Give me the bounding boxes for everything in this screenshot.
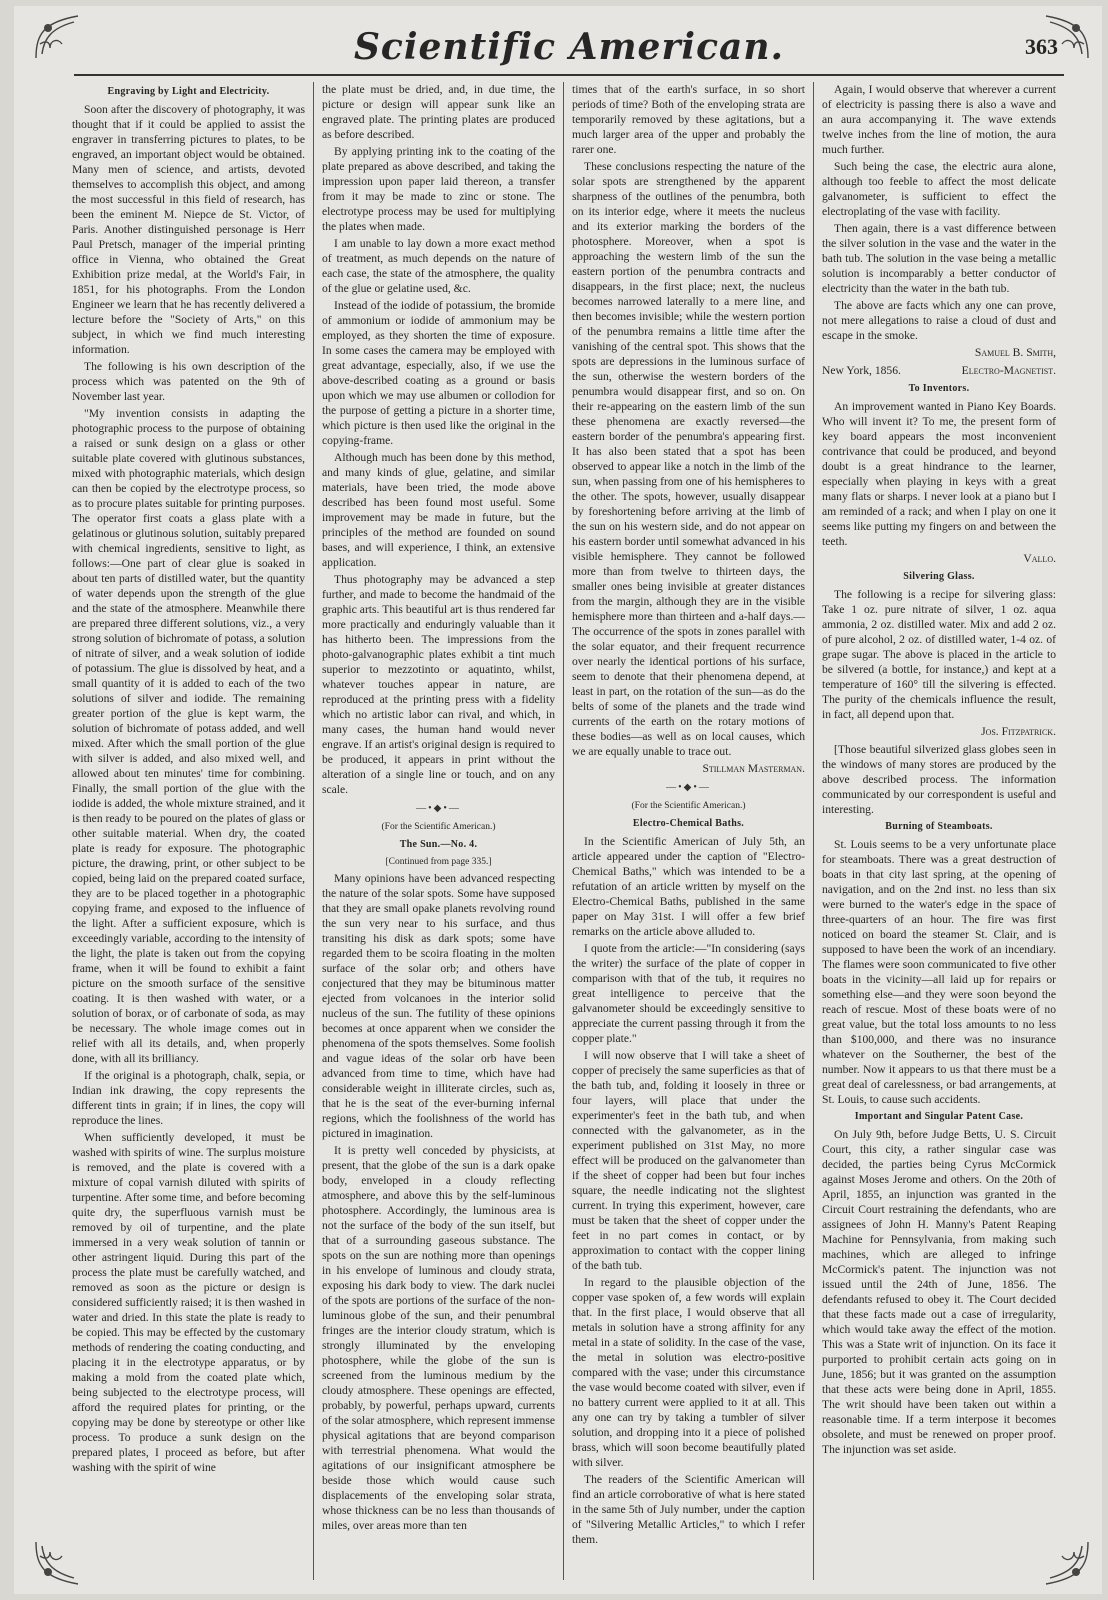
signature-place: New York, 1856. xyxy=(822,364,901,377)
author-signature: Stillman Masterman. xyxy=(702,762,805,775)
section-divider-ornament: —•◆•— xyxy=(416,803,461,814)
paragraph: Thus photography may be advanced a step further, and made to become the handmaid of the graphic arts. This beautiful art is thus rendered far more practically and enduringly valuable than it has hitherto been. The impressions from the photo-galvanographic plates exhibit a tint much superior to mezzotinto or aquatinto, whilst, whatever touches appear in nature, are reproduced at the printing press with a fidelity which no artistic labor can rival, and which, in many cases, the human hand would never engrave. If an artist's original design is required to be produced, it appears in print without the alteration of a single line or touch, and on any scale. xyxy=(322,573,555,796)
signature-title: Electro-Magnetist. xyxy=(961,364,1056,377)
author-signature: Samuel B. Smith, xyxy=(974,346,1056,359)
paragraph: If the original is a photograph, chalk, sepia, or Indian ink drawing, the copy represents the different tints in grain; if in lines, the copy will reproduce the lines. xyxy=(72,1069,305,1127)
paragraph: I quote from the article:—"In considering (says the writer) the surface of the plate of copper in comparison with that of the tub, it requires no great intelligence to perceive that the galvanometer should be exceedingly sensitive to appreciate the current passing through it from the copper plate." xyxy=(572,942,805,1045)
paragraph: Such being the case, the electric aura alone, although too feeble to affect the most delicate galvanometer, is sufficient to effect the electroplating of the vase with facility. xyxy=(822,160,1056,218)
masthead xyxy=(74,20,1064,76)
article-heading: To Inventors. xyxy=(908,383,970,394)
paragraph: Many opinions have been advanced respecting the nature of the solar spots. Some have supposed that they are small opake planets revolving round the sun very near to his surface, and thus transiting his disk as dark spots; some have regarded them to be scoira floating in the molten surface of the solar orb; and others have conjectured that they may be bituminous matter ejected from volcanoes in the interior solid nucleus of the sun. The futility of these opinions becomes at once apparent when we consider the phenomena of the spots themselves. Some foolish and vague ideas of the solar orb have been advanced from time to time, which have had considerable weight in illiterate circles, such as, that he is the seat of the ever-burning infernal regions, which the foolishness of the world has pictured in imagination. xyxy=(322,872,555,1140)
article-heading: Engraving by Light and Electricity. xyxy=(107,86,270,97)
paragraph: In regard to the plausible objection of the copper vase spoken of, a few words will explain that. In the first place, I would observe that all metals in solution have a strong affinity for any metal in a state of solidity. In the case of the vase, the metal in solution was electro-positive compared with the vase; under this circumstance the vase would become coated with silver, even if no battery current were applied to it at all. This any one can try by taking a tumbler of silver solution, and dropping into it a piece of polished brass, which will soon become beautifully plated with silver. xyxy=(572,1276,805,1469)
column-2 xyxy=(314,82,564,1580)
paragraph: The following is his own description of the process which was patented on the 9th of November last year. xyxy=(72,360,305,403)
paragraph: The following is a recipe for silvering glass: Take 1 oz. pure nitrate of silver, 1 oz. aqua ammonia, 2 oz. distilled water. Mix and add 2 oz. of pure alcohol, 2 oz. of distilled water, 1-4 oz. of grape sugar. The above is placed in the article to be silvered (a bottle, for instance,) and kept at a temperature of 160° till the silvering is effected. The purity of the chemicals influence the result, in fact, all depend upon that. xyxy=(822,588,1056,721)
byline-source: (For the Scientific American.) xyxy=(381,822,496,832)
column-1 xyxy=(64,82,314,1580)
article-heading: Burning of Steamboats. xyxy=(885,821,993,832)
paragraph: The readers of the Scientific American will find an article corroborative of what is here stated in the same 5th of July number, under the caption of "Silvering Metallic Articles," to which I refer them. xyxy=(572,1473,805,1546)
paragraph: Soon after the discovery of photography, it was thought that if it could be applied to assist the engraver in transferring pictures to plates, to be engraved, an important object would be obtained. Many men of science, and artists, devoted themselves to accomplish this object, and among the most successful in this field of research, has been the eminent M. Niepce de St. Victor, of Paris. Another distinguished personage is Herr Paul Pretsch, manager of the imperial printing office in Vienna, who obtained the Great Exhibition prize medal, at the World's Fair, in 1851, for his photographs. From the London Engineer we learn that he has recently delivered a lecture before the "Society of Arts," on this subject, in which we find much interesting information. xyxy=(72,103,305,356)
author-signature: Jos. Fitzpatrick. xyxy=(981,725,1056,738)
paragraph: "My invention consists in adapting the photographic process to the purpose of obtaining a raised or sunk design on a glass or other suitable plate covered with glutinous substances, mixed with photographic materials, which design can then be copied by the electrotype process, so as to procure plates suitable for printing purposes. The operator first coats a glass plate with a gelatinous or glutinous solution, suitably prepared with chemical ingredients, sensitive to light, as follows:—One part of clear glue is soaked in about ten parts of distilled water, but the quantity of water depends upon the strength of the glue and the state of the atmosphere. Meanwhile there are prepared three different solutions, viz., a very strong solution of bichromate of potass, a solution of nitrate of silver, and a weak solution of iodide of potassium. The glue is dissolved by heat, and a small quantity of it is added to each of the two solutions of silver and iodide. The remaining greater portion of the glue is kept warm, the solution of bichromate of potass added, and well mixed. After which the small portion of the glue with silver is added, and also mixed well, and allowed about ten minutes' time for combining. Finally, the small portion of the glue with the iodide is added, the whole mixture strained, and it is then ready to be poured on the plates of glass or other suitable material. When dry, the coated plate is ready for exposure. The photographic picture, the drawing, print, or other subject to be copied, being laid on the prepared coated surface, they are to be placed together in a photographic copying frame, and exposed to the influence of the light. After a sufficient exposure, which is exceedingly variable, according to the intensity of the light, the plate is taken out from the copying frame, when it will be found to exhibit a faint picture on the smooth surface of the sensitive coating. It is then washed with water, or a solution of borax, or of carbonate of soda, as may be necessary. The whole image comes out in relief with all its details, and, when properly done, with all its brilliancy. xyxy=(72,407,305,1065)
signature-line xyxy=(822,363,1056,378)
column-4 xyxy=(814,82,1064,1580)
paragraph: Again, I would observe that wherever a current of electricity is passing there is also a wave and an aura accompanying it. The wave extends twelve inches from the line of motion, the aura much further. xyxy=(822,83,1056,156)
article-heading: The Sun.—No. 4. xyxy=(399,839,478,850)
paragraph: It is pretty well conceded by physicists, at present, that the globe of the sun is a dark opake body, enveloped in a cloudy reflecting atmosphere, and above this by the self-luminous photosphere. Accordingly, the luminous area is not the surface of the body of the sun itself, but that of a surrounding gaseous substance. The spots on the sun are nothing more than openings in his envelope of luminous and cloudy strata, exposing his dark body to view. The dark nuclei of the spots are portions of the surface of the non-luminous globe of the sun, and their penumbral fringes are the interior cloudy stratum, which is strongly illuminated by the enveloping photosphere, while the globe of the sun is screened from the luminous medium by the cloudy atmosphere. These openings are effected, probably, by powerful, perhaps upward, currents of the solar atmosphere, which represent immense physical agitations that are beyond comparison with terrestrial phenomena. What would the agitations of our insignificant atmosphere be beside those which would cause such displacements of the enveloping solar strata, whose thickness can be no less than thousands of miles, over areas more than ten xyxy=(322,1144,555,1532)
paragraph: St. Louis seems to be a very unfortunate place for steamboats. There was a great destruction of boats in that city last spring, at the opening of navigation, and on the 2nd inst. no less than six were burned to the water's edge in the space of three-quarters of an hour. The fire was first noticed on board the steamer St. Clair, and is supposed to have been the work of an incendiary. The flames were soon communicated to five other boats in the vicinity—all laid up for repairs or something else—and they were soon beyond the reach of rescue. Most of these boats were of no great value, but the total loss amounts to no less than $100,000, and there was no insurance whatever on the Southerner, the best of the number. Now it appears to us that there must be a great deal of carelessness, or bad arrangements, at St. Louis, to cause such accidents. xyxy=(822,838,1056,1106)
article-heading: Silvering Glass. xyxy=(903,571,975,582)
article-heading: Important and Singular Patent Case. xyxy=(854,1111,1024,1122)
paragraph: the plate must be dried, and, in due time, the picture or design will appear sunk like an engraved plate. The printing plates are produced as before described. xyxy=(322,83,555,141)
byline-source: (For the Scientific American.) xyxy=(631,801,746,811)
article-heading: Electro-Chemical Baths. xyxy=(632,818,745,829)
paragraph: On July 9th, before Judge Betts, U. S. Circuit Court, this city, a rather singular case was decided, the parties being Cyrus McCormick against Moses Jerome and others. On the 20th of April, 1855, an injunction was granted in the Circuit Court restraining the defendants, who are assignees of John H. Manny's Patent Reaping Machine for Pennsylvania, from making such machines, which are alleged to infringe McCormick's patent. The injunction was not issued until the 24th of June, 1856. The defendants refused to obey it. The Court decided that these facts made out a case of irregularity, which would take away the effect of the motion. This was a State writ of injunction. On its face it purported to prohibit certain acts going on in June, 1856; but it was granted on the assumption that these acts were being done in April, 1855. The writ should have been taken out within a reasonable time. If a term interpose it becomes obsolete, and must be renewed on proper proof. The injunction was set aside. xyxy=(822,1128,1056,1456)
paragraph: These conclusions respecting the nature of the solar spots are strengthened by the apparent sharpness of the outlines of the penumbra, both on its interior edge, where it meets the nucleus and its exterior marking the borders of the photosphere. Moreover, when a spot is approaching the western limb of the sun the eastern portion of the penumbra contracts and disappears, in the first place; next, the nucleus becomes narrowed laterally to a mere line, and then becomes invisible; while the western portion of the penumbra remains a little time after the vanishing of the central spot. This shows that the spots are depressions in the luminous surface of the sun, otherwise the western borders of the penumbra would disappear first, and so on. On their re-appearing on the eastern limb of the sun these phenomena are exactly reversed—the eastern border of the penumbra's appearing first. It has also been stated that a spot has been observed to appear like a notch in the limb of the sun, when passing from one of his hemispheres to the other. The spots, however, usually disappear by foreshortening before arriving at the limb of the sun on his western side, and do not appear on his eastern border until somewhat advanced in his visible hemisphere. They cannot be followed more than from twelve to thirteen days, the smaller ones being invisible at greater distances from the margin, although they are in the visible hemisphere more than thirteen and a-half days.—The occurrence of the spots in zones parallel with the solar equator, and their frequent recurrence over nearly the identical portions of his surface, seem to denote that their phenomena depend, at least in part, on the rotation of the sun—as do the belts of some of the planets and the trade wind currents of the earth on the rotary motions of these bodies—as well as on local causes, which we are equally unable to trace out. xyxy=(572,160,805,758)
paragraph: In the Scientific American of July 5th, an article appeared under the caption of "Electro-Chemical Baths," which was intended to be a refutation of an article written by myself on the Electro-Chemical Baths, published in the same paper on May 31st. I will offer a few brief remarks on the article above alluded to. xyxy=(572,835,805,938)
paragraph: Instead of the iodide of potassium, the bromide of ammonium or iodide of ammonium may be employed, as they shorten the time of exposure. In some cases the camera may be employed with great advantage, especially, also, if we use the above-described coating as a ground or basis upon which we may use albumen or collodion for the purpose of getting a picture in a shorter time, which picture is then used like the original in the copying-frame. xyxy=(322,299,555,447)
paragraph: times that of the earth's surface, in so short periods of time? Both of the enveloping strata are temporarily removed by these agitations, but a much larger area of the upper and probably the rarer one. xyxy=(572,83,805,156)
paragraph: An improvement wanted in Piano Key Boards. Who will invent it? To me, the present form of key board appears the most inconvenient contrivance that could be produced, and beyond doubt is a great hindrance to the learner, especially when playing in keys with a great many flats or sharps. I never look at a piano but I am reminded of a rack; and when I play on one it seems like putting my fingers on and between the teeth. xyxy=(822,400,1056,548)
column-3 xyxy=(564,82,814,1580)
section-divider-ornament: —•◆•— xyxy=(666,782,711,793)
paragraph: By applying printing ink to the coating of the plate prepared as above described, and taking the impression upon paper laid thereon, a transfer from it may be made to zinc or stone. The electrotype process may be used for multiplying the plates when made. xyxy=(322,145,555,233)
paragraph: Although much has been done by this method, and many kinds of glue, gelatine, and similar materials, have been tried, the mode above described has been found most useful. Some improvement may be made in future, but the principles of the method are founded on sound bases, and will experience, I think, an extensive application. xyxy=(322,451,555,569)
paragraph: I will now observe that I will take a sheet of copper of precisely the same superficies as that of the bath tub, and, folding it loosely in three or four layers, will place that under the experimenter's feet in the bath tub, and when connected with the galvanometer, as in the experiment published on 31st May, no more effect will be produced on the galvanometer than if the sheet of copper had been but four inches square, the needle indicating not the slightest current. In trying this experiment, however, care must be taken that the sheet of copper under the feet in no part comes in contact, or by approximation to contact with the copper lining of the bath tub. xyxy=(572,1049,805,1272)
paragraph: I am unable to lay down a more exact method of treatment, as much depends on the nature of each case, the state of the atmosphere, the quality of the glue or gelatine used, &c. xyxy=(322,237,555,295)
paragraph: [Those beautiful silverized glass globes seen in the windows of many stores are produced by the above described process. The information communicated by our correspondent is useful and interesting. xyxy=(822,743,1056,816)
paragraph: Then again, there is a vast difference between the silver solution in the vase and the water in the bath tub. The solution in the vase being a metallic solution is incomparably a better conductor of electricity than the water in the bath tub. xyxy=(822,222,1056,295)
article-columns xyxy=(64,82,1064,1580)
newspaper-page xyxy=(14,6,1102,1594)
page-number: 363 xyxy=(1025,34,1058,59)
continued-note: [Continued from page 335.] xyxy=(385,857,492,867)
paragraph: The above are facts which any one can prove, not mere allegations to raise a cloud of dust and escape in the smoke. xyxy=(822,299,1056,342)
paragraph: When sufficiently developed, it must be washed with spirits of wine. The surplus moisture is removed, and the plate is covered with a mixture of copal varnish diluted with spirits of turpentine. After some time, and before becoming quite dry, the superfluous varnish must be removed by oil of turpentine, and the plate immersed in a very weak solution of tannin or other astringent liquid. During this part of the process the plate must be carefully watched, and removed as soon as the picture or design is considered sufficiently raised; it is then washed in water and dried. In this state the plate is ready to be copied. This may be effected by the customary methods of rendering the coating conducting, and placing it in the electrotype apparatus, or by making a mold from the coated plate which, being subjected to the electrotype process, will afford the required plates for printing, or the copying may be done by stereotype or other like process. To produce a sunk design on the prepared plates, I proceed as before, but after washing with the spirit of wine xyxy=(72,1131,305,1474)
publication-title: Scientific American. xyxy=(353,26,785,68)
author-signature: Vallo. xyxy=(1023,552,1056,565)
